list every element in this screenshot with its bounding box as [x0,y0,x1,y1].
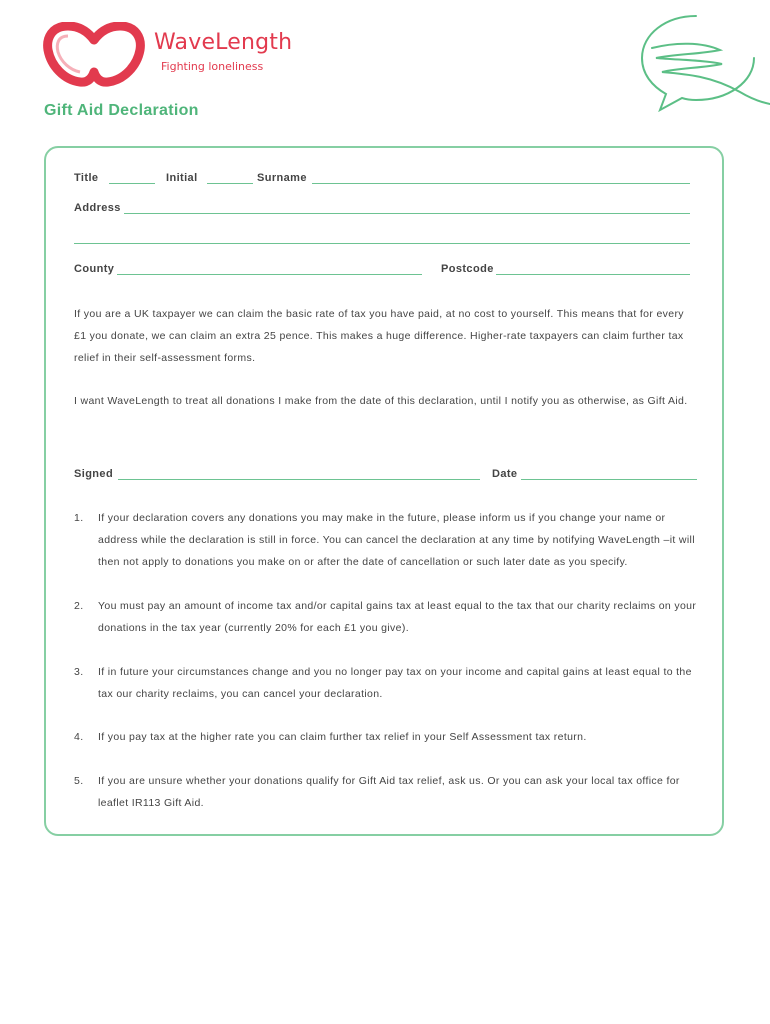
address-input-line-1[interactable] [124,213,690,214]
title-input-line[interactable] [109,183,155,184]
note-number: 2. [74,600,84,612]
note-item [74,661,699,705]
wavelength-logo [42,22,292,92]
note-number: 3. [74,666,84,678]
county-input-line[interactable] [117,274,422,275]
brand-tagline: Fighting loneliness [161,60,264,73]
note-text: If in future your circumstances change and you no longer pay tax on your income and capital gains at least equal to the tax our charity reclaims, you can cancel your declaration. [98,666,692,700]
postcode-input-line[interactable] [496,274,690,275]
signature-input-line[interactable] [118,479,480,480]
initial-input-line[interactable] [207,183,253,184]
note-text: If you pay tax at the higher rate you can claim further tax relief in your Self Assessment tax return. [98,731,587,743]
date-input-line[interactable] [521,479,697,480]
intro-paragraph: If you are a UK taxpayer we can claim the basic rate of tax you have paid, at no cost to yourself. This means that for every £1 you donate, we can claim an extra 25 pence. This makes a huge difference. Higher-rate taxpayers can claim further tax relief in their self-assessment forms. [74,308,684,364]
speech-bubble-icon [636,12,770,112]
note-item [74,726,699,748]
note-item [74,770,699,814]
postcode-label: Postcode [441,263,494,275]
note-item [74,595,699,639]
form-title: Gift Aid Declaration [44,102,199,119]
date-label: Date [492,468,518,480]
title-label: Title [74,172,99,184]
declaration-card [44,146,724,836]
note-text: You must pay an amount of income tax and/or capital gains tax at least equal to the tax that our charity reclaims on your donations in the tax year (currently 20% for each £1 you give). [98,600,697,634]
initial-label: Initial [166,172,198,184]
county-label: County [74,263,115,275]
declaration-paragraph: I want WaveLength to treat all donations I make from the date of this declaration, until I notify you as otherwise, as Gift Aid. [74,395,688,407]
wavelength-logo-mark-icon [42,22,146,88]
note-item [74,507,699,573]
address-input-line-2[interactable] [74,243,690,244]
note-text: If your declaration covers any donations you may make in the future, please inform us if you change your name or address while the declaration is still in force. You can cancel the declaration at any time by notifying WaveLength –it will then not apply to donations you make on or after the date of cancellation or such later date as you specify. [98,512,695,568]
note-number: 1. [74,512,84,524]
brand-name: WaveLength [154,30,293,55]
surname-label: Surname [257,172,307,184]
note-text: If you are unsure whether your donations qualify for Gift Aid tax relief, ask us. Or you can ask your local tax office for leaflet IR113 Gift Aid. [98,775,680,809]
note-number: 5. [74,775,84,787]
note-number: 4. [74,731,84,743]
signed-label: Signed [74,468,114,480]
surname-input-line[interactable] [312,183,690,184]
address-label: Address [74,202,121,214]
